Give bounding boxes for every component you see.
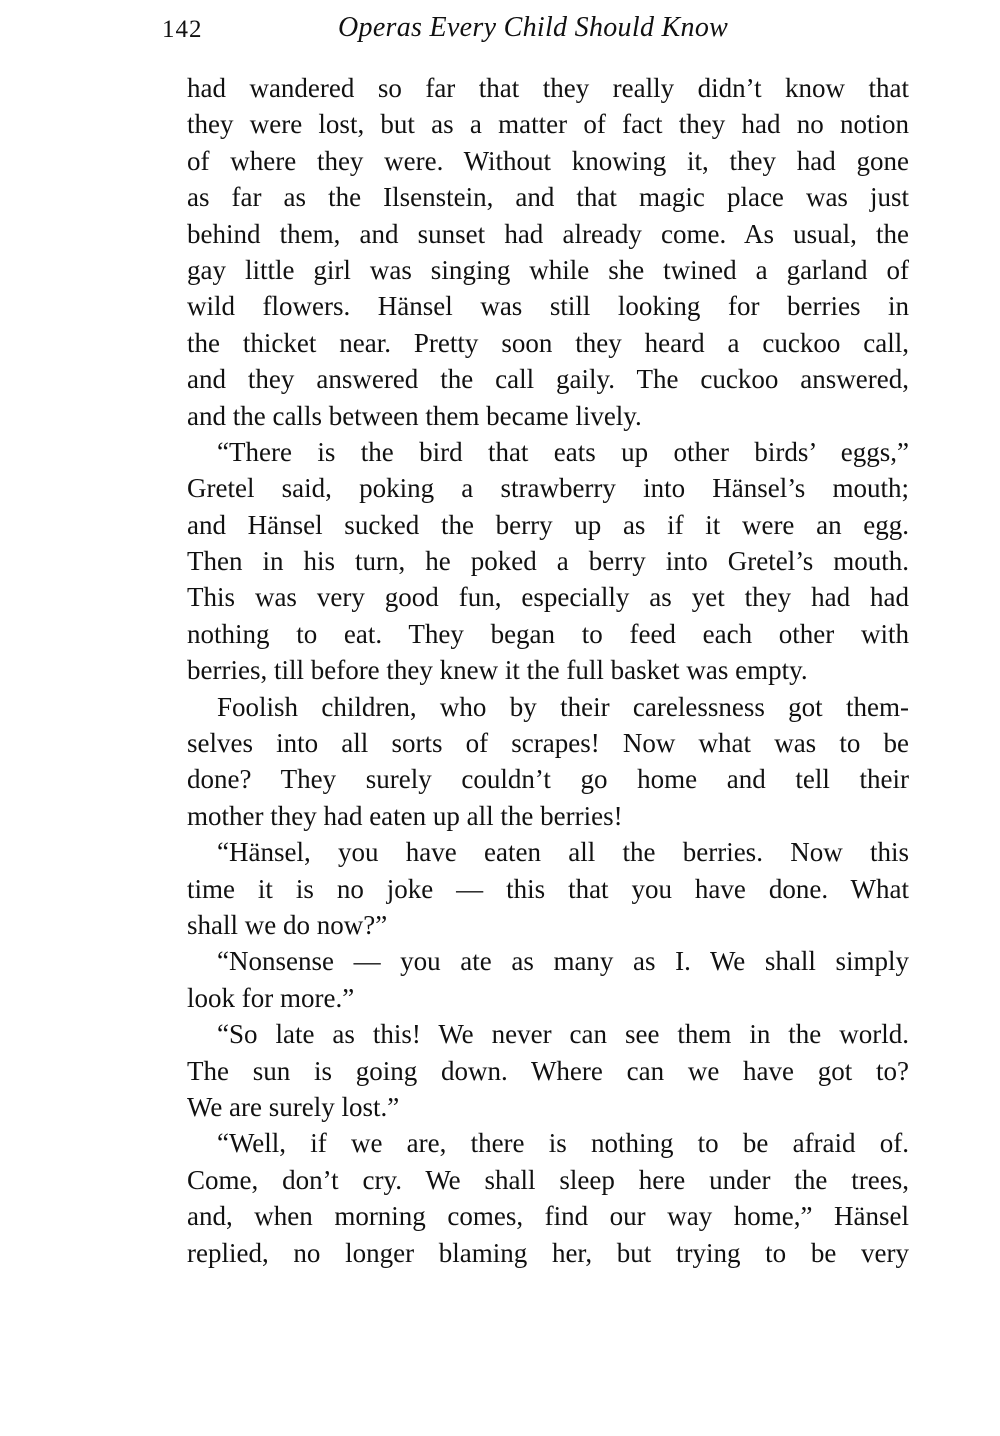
text-line: Come, don’t cry. We shall sleep here under the trees, bbox=[187, 1164, 909, 1195]
text-line: of where they were. Without knowing it, they had gone bbox=[187, 145, 909, 176]
paragraph-5 bbox=[187, 943, 909, 1016]
text-line: behind them, and sunset had already come. As usual, the bbox=[187, 218, 909, 249]
paragraph-2 bbox=[187, 434, 909, 689]
body-text bbox=[187, 70, 909, 1271]
text-line: and Hänsel sucked the berry up as if it were an egg. bbox=[187, 509, 909, 540]
paragraph-6 bbox=[187, 1016, 909, 1125]
text-line: wild flowers. Hänsel was still looking for berries in bbox=[187, 291, 909, 322]
text-line: time it is no joke — this that you have done. What bbox=[187, 873, 909, 904]
text-line: Foolish children, who by their carelessness got them- bbox=[217, 691, 909, 722]
text-line: “Hänsel, you have eaten all the berries. Now this bbox=[217, 837, 909, 868]
text-line: and the calls between them became lively. bbox=[187, 400, 642, 431]
text-line: “Well, if we are, there is nothing to be afraid of. bbox=[217, 1128, 909, 1159]
text-line: nothing to eat. They began to feed each other with bbox=[187, 618, 909, 649]
paragraph-3 bbox=[187, 689, 909, 835]
text-line: “Nonsense — you ate as many as I. We shall simply bbox=[217, 946, 909, 977]
paragraph-1 bbox=[187, 70, 909, 434]
text-line: the thicket near. Pretty soon they heard a cuckoo call, bbox=[187, 327, 909, 358]
running-title: Operas Every Child Should Know bbox=[338, 12, 729, 43]
text-line: selves into all sorts of scrapes! Now what was to be bbox=[187, 728, 909, 759]
text-line: they were lost, but as a matter of fact they had no notion bbox=[187, 109, 909, 140]
text-line: berries, till before they knew it the full basket was empty. bbox=[187, 655, 808, 686]
text-line: Then in his turn, he poked a berry into Gretel’s mouth. bbox=[187, 546, 909, 577]
paragraph-4 bbox=[187, 834, 909, 943]
text-line: done? They surely couldn’t go home and tell their bbox=[187, 764, 909, 795]
text-line: replied, no longer blaming her, but trying to be very bbox=[187, 1237, 909, 1268]
text-line: “There is the bird that eats up other birds’ eggs,” bbox=[217, 436, 909, 467]
text-line: look for more.” bbox=[187, 982, 355, 1013]
text-line: Gretel said, poking a strawberry into Hänsel’s mouth; bbox=[187, 473, 909, 504]
text-line: as far as the Ilsenstein, and that magic place was just bbox=[187, 182, 909, 213]
text-line: shall we do now?” bbox=[187, 909, 388, 940]
paragraph-7 bbox=[187, 1125, 909, 1271]
text-line: This was very good fun, especially as yet they had had bbox=[187, 582, 909, 613]
text-line: and, when morning comes, find our way home,” Hänsel bbox=[187, 1201, 909, 1232]
text-line: and they answered the call gaily. The cuckoo answered, bbox=[187, 364, 909, 395]
text-line: We are surely lost.” bbox=[187, 1091, 400, 1122]
text-line: “So late as this! We never can see them in the world. bbox=[217, 1019, 909, 1050]
text-line: gay little girl was singing while she twined a garland of bbox=[187, 254, 909, 285]
text-line: The sun is going down. Where can we have got to? bbox=[187, 1055, 909, 1086]
text-line: mother they had eaten up all the berries! bbox=[187, 800, 623, 831]
page-number: 142 bbox=[162, 16, 203, 43]
text-line: had wandered so far that they really didn’t know that bbox=[187, 73, 909, 103]
